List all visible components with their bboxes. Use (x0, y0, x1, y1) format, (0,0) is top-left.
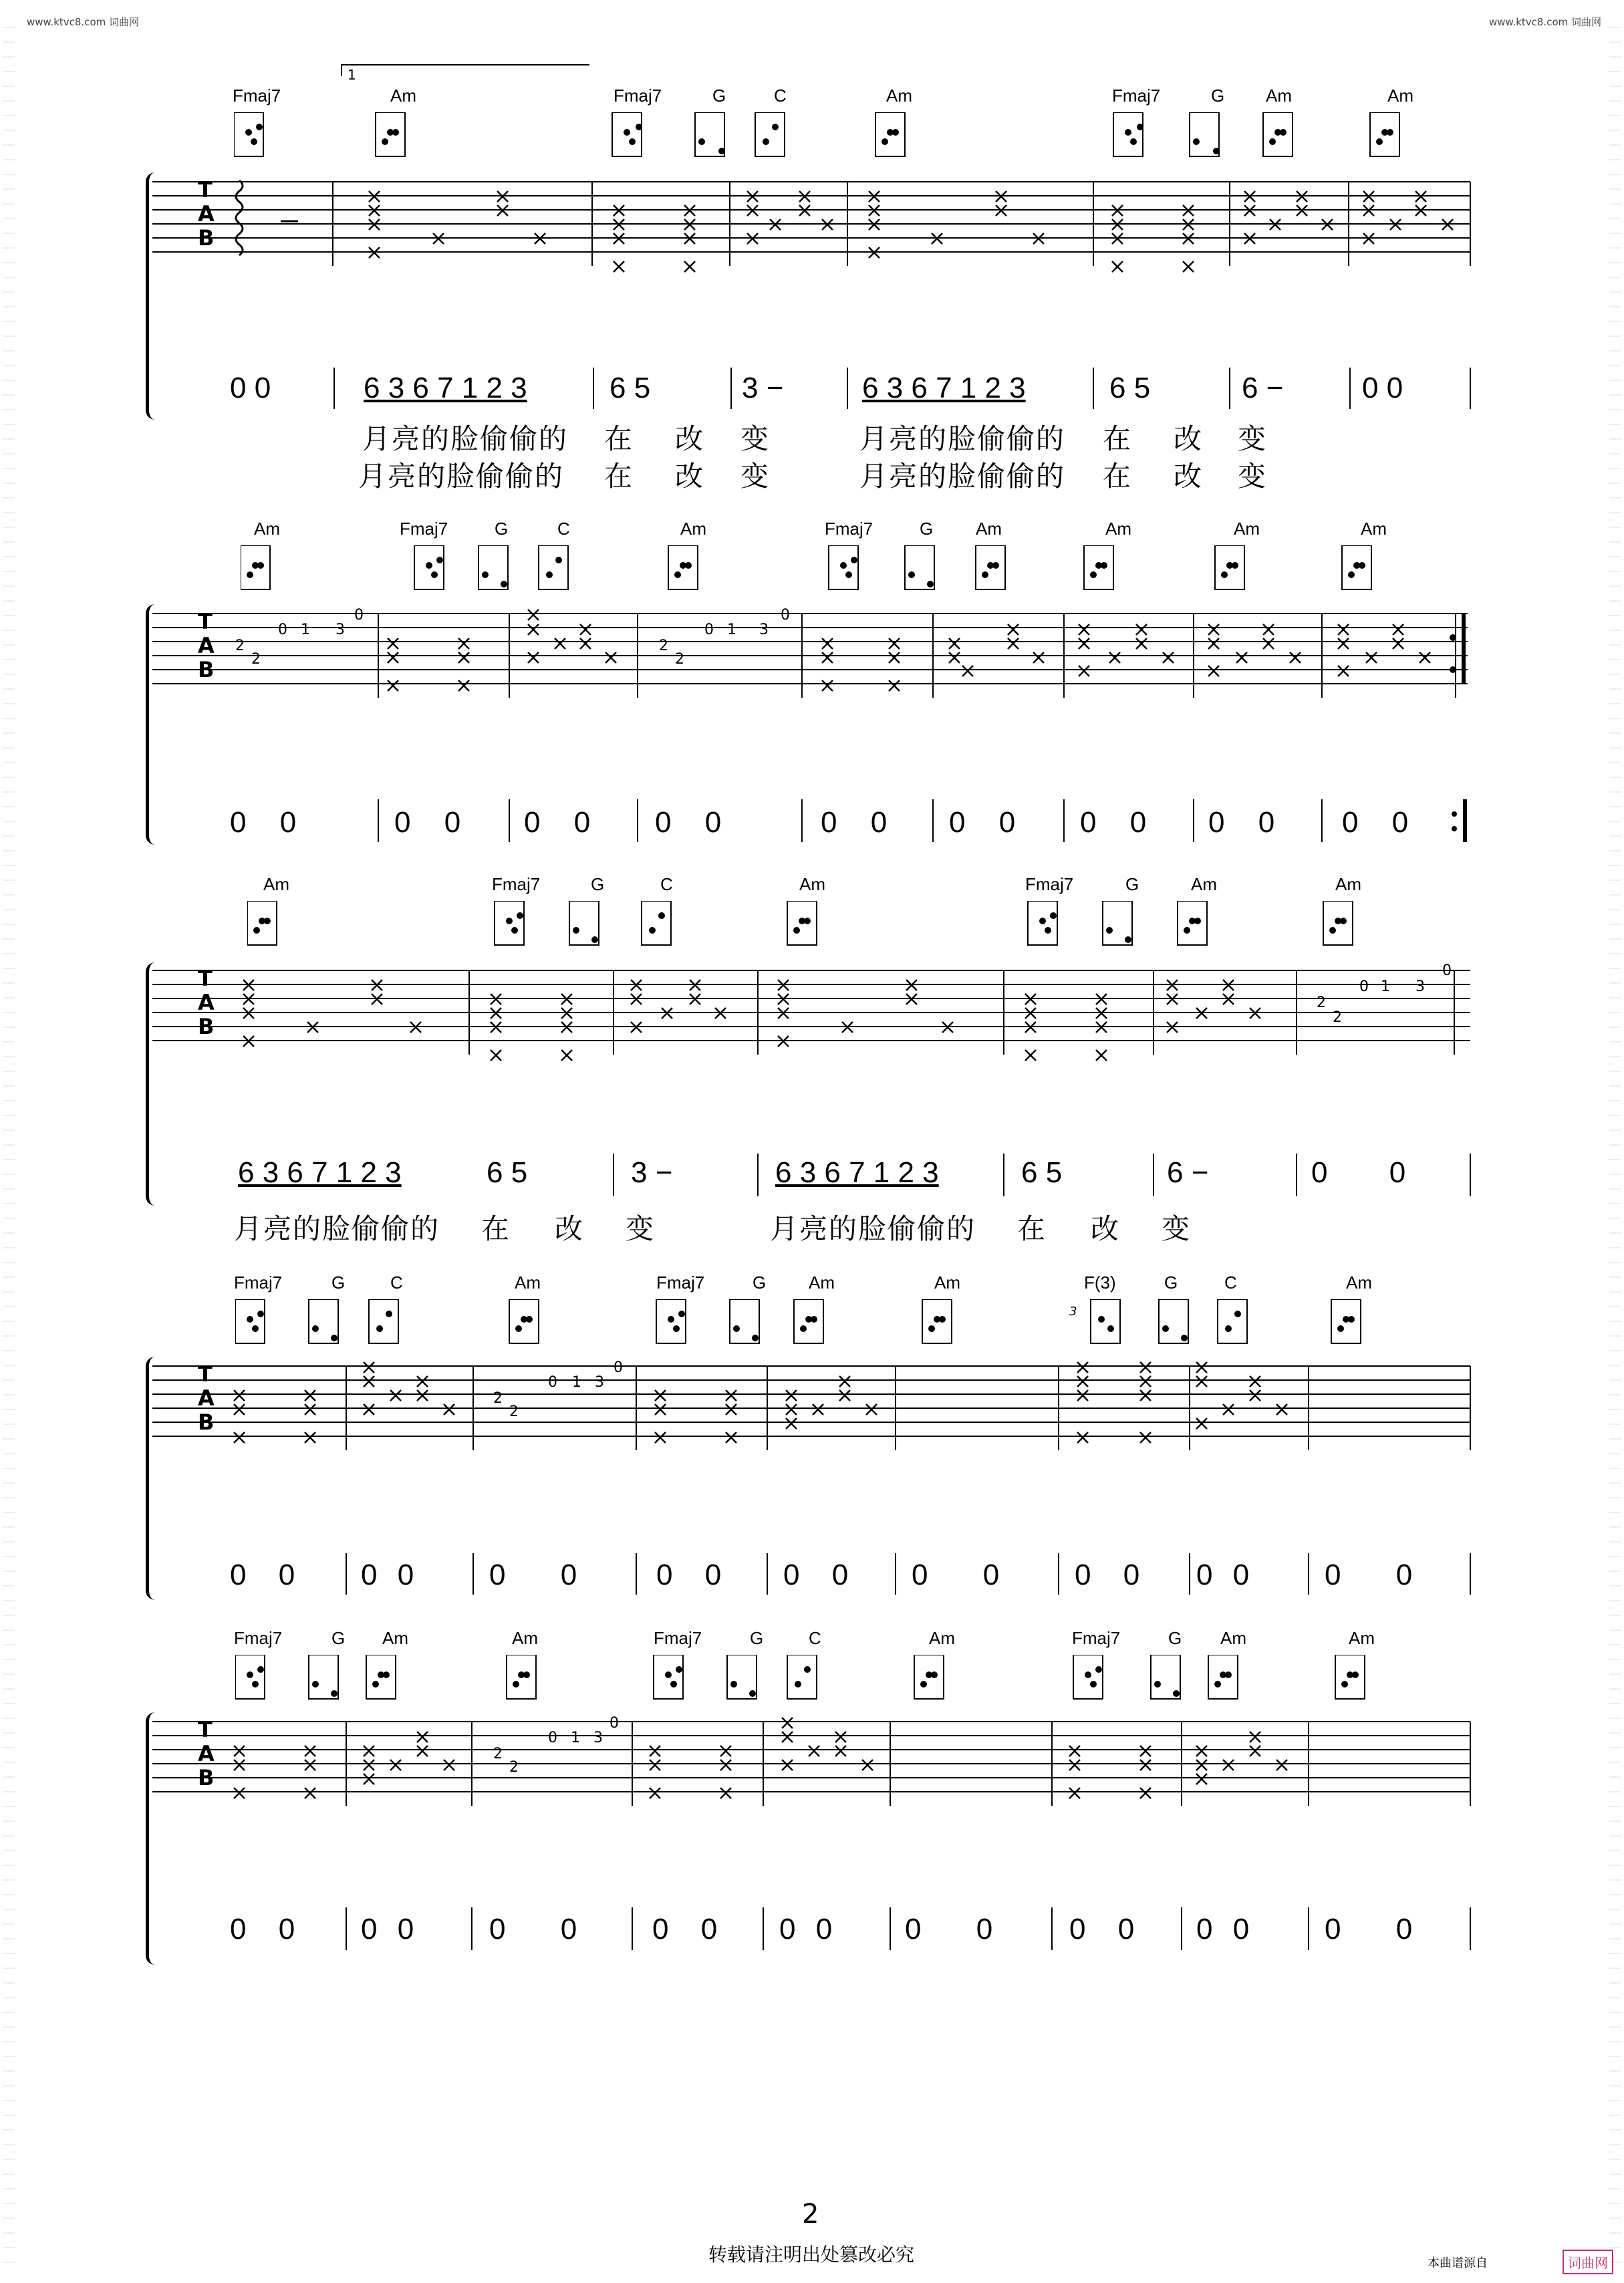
copyright-note: 转载请注明出处篡改必究 (708, 2244, 915, 2266)
chord-name: G (920, 519, 934, 539)
lyric: 变 (1238, 460, 1268, 493)
lyric: 月亮的脸偷偷的 (362, 422, 569, 455)
fret-number: 0 (704, 622, 714, 638)
fret-position-marker: 3 (1069, 1305, 1077, 1319)
jianpu-measure: 0 0 (230, 1913, 295, 1945)
fret-number: 3 (759, 622, 769, 638)
jianpu-measure: 0 0 (912, 1559, 1000, 1591)
chord-name: G (1164, 1272, 1178, 1293)
tab-clef-t: T (198, 177, 213, 203)
jianpu-measure: 0 0 (489, 1559, 577, 1591)
chord-name: Am (1346, 1272, 1372, 1293)
fret-number: 0 (610, 1715, 619, 1732)
fret-number: 0 (1359, 978, 1369, 995)
jianpu-measure: 0 0 (1342, 806, 1409, 839)
fret-number: 0 (548, 1374, 557, 1391)
jianpu-measure: 3 − (631, 1156, 673, 1189)
chord-name: G (1168, 1628, 1182, 1648)
site-logo[interactable]: 词曲网 (1563, 2250, 1613, 2274)
chord-name: Am (1105, 519, 1131, 539)
chord-name: G (750, 1628, 764, 1648)
jianpu-measure: 6 5 (1021, 1156, 1063, 1189)
jianpu-measure: 0 0 (905, 1913, 993, 1945)
fret-number: 3 (1415, 978, 1425, 995)
jianpu-measure: 0 0 (230, 372, 271, 404)
fret-number: 2 (493, 1390, 503, 1407)
chord-name: Am (1266, 86, 1292, 106)
fret-number: 2 (235, 638, 245, 654)
fret-number: 0 (278, 622, 287, 638)
fret-number: 1 (301, 622, 310, 638)
chord-name: Am (515, 1272, 541, 1293)
lyric: 改 (675, 460, 705, 493)
chord-name: Am (254, 519, 280, 539)
lyric: 在 (604, 422, 634, 455)
jianpu-measure: 0 0 (652, 1913, 718, 1945)
chord-name: C (390, 1272, 403, 1293)
chord-name: Fmaj7 (492, 874, 541, 894)
fret-number: 2 (251, 651, 261, 668)
lyric: 改 (675, 422, 705, 455)
jianpu-measure: 0 0 (489, 1913, 577, 1945)
chord-name: Am (382, 1628, 408, 1648)
lyric: 改 (555, 1212, 585, 1245)
jianpu-measure: 0 0 (779, 1913, 833, 1945)
fret-number: 0 (781, 607, 790, 624)
jianpu-measure: 0 0 (361, 1559, 414, 1591)
jianpu-measure: 6 − (1167, 1156, 1209, 1189)
lyric: 变 (1238, 422, 1268, 455)
fret-number: 0 (614, 1359, 623, 1376)
chord-name: F(3) (1084, 1272, 1116, 1293)
tab-clef-a: A (198, 1741, 215, 1766)
tab-clef-b: B (198, 657, 215, 682)
chord-name: Fmaj7 (825, 519, 873, 539)
lyric: 在 (481, 1212, 511, 1245)
tab-clef-t: T (198, 1361, 213, 1387)
chord-name: Am (976, 519, 1002, 539)
chord-name: Am (1191, 874, 1217, 894)
fret-number: 0 (548, 1730, 557, 1746)
chord-name: Am (809, 1272, 835, 1293)
jianpu-measure: 0 0 (1362, 372, 1403, 404)
chord-name: C (557, 519, 570, 539)
lyric: 在 (1103, 460, 1133, 493)
fret-number: 3 (593, 1730, 603, 1746)
fret-number: 1 (571, 1730, 580, 1746)
header-site-right: www.ktvc8.com 词曲网 (1489, 16, 1602, 28)
chord-name: Am (934, 1272, 960, 1293)
fret-number: 2 (675, 651, 684, 668)
chord-name: Fmaj7 (1072, 1628, 1121, 1648)
fret-number: 2 (509, 1403, 519, 1420)
fret-number: 2 (659, 638, 668, 654)
jianpu-measure: 0 0 (1080, 806, 1147, 839)
chord-name: Am (1234, 519, 1260, 539)
chord-name: Fmaj7 (1025, 874, 1074, 894)
header-site-left: www.ktvc8.com 词曲网 (27, 16, 140, 28)
chord-name: Fmaj7 (656, 1272, 705, 1293)
chord-name: G (495, 519, 509, 539)
fret-number: 1 (727, 622, 736, 638)
page-number: 2 (802, 2199, 819, 2230)
fret-number: 3 (595, 1374, 604, 1391)
chord-name: Fmaj7 (234, 1628, 283, 1648)
chord-name: Am (886, 86, 912, 106)
lyric: 变 (1162, 1212, 1192, 1245)
jianpu-measure: 0 0 (524, 806, 591, 839)
jianpu-measure: 0 0 (230, 806, 297, 839)
chord-name: Am (263, 874, 289, 894)
lyric: 变 (740, 460, 771, 493)
lyric: 月亮的脸偷偷的 (234, 1212, 440, 1245)
tab-clef-b: B (198, 1765, 215, 1790)
chord-name: Am (680, 519, 706, 539)
lyric: 在 (1103, 422, 1133, 455)
jianpu-measure: 6 3 6 7 1 2 3 (238, 1156, 402, 1189)
jianpu-measure: 0 0 (821, 806, 888, 839)
chord-name: G (1125, 874, 1139, 894)
jianpu-measure: 0 0 (1196, 1913, 1250, 1945)
jianpu-measure: 6 3 6 7 1 2 3 (364, 372, 527, 404)
volta-number: 1 (348, 67, 356, 83)
lyric: 在 (1017, 1212, 1047, 1245)
tab-clef-t: T (198, 966, 213, 991)
lyric: 变 (740, 422, 771, 455)
chord-name: Am (1335, 874, 1361, 894)
chord-name: Am (512, 1628, 538, 1648)
chord-name: Fmaj7 (233, 86, 281, 106)
chord-name: G (712, 86, 726, 106)
jianpu-measure: 0 0 (230, 1559, 295, 1591)
jianpu-measure: 6 3 6 7 1 2 3 (775, 1156, 939, 1189)
lyric: 改 (1091, 1212, 1121, 1245)
fret-number: 1 (1381, 978, 1390, 995)
jianpu-measure: 6 5 (487, 1156, 528, 1189)
chord-name: Fmaj7 (654, 1628, 702, 1648)
lyric: 变 (626, 1212, 656, 1245)
fret-number: 2 (1333, 1009, 1342, 1026)
chord-name: C (774, 86, 787, 106)
tab-clef-b: B (198, 1014, 215, 1039)
chord-name: G (331, 1628, 346, 1648)
jianpu-measure: 0 0 (361, 1913, 414, 1945)
jianpu-measure: 0 0 (1208, 806, 1275, 839)
jianpu-measure: 0 0 (394, 806, 461, 839)
lyric: 在 (604, 460, 634, 493)
chord-name: Am (1349, 1628, 1375, 1648)
jianpu-measure: 0 0 (1311, 1156, 1406, 1189)
chord-name: Am (929, 1628, 955, 1648)
lyric: 月亮的脸偷偷的 (859, 422, 1066, 455)
chord-name: Fmaj7 (400, 519, 448, 539)
chord-name: Am (799, 874, 825, 894)
lyric: 月亮的脸偷偷的 (770, 1212, 976, 1245)
tab-clef-b: B (198, 225, 215, 251)
lyric: 月亮的脸偷偷的 (859, 460, 1066, 493)
fret-number: 2 (493, 1746, 503, 1762)
tab-clef-a: A (198, 990, 215, 1015)
fret-number: 2 (1317, 994, 1326, 1011)
jianpu-measure: 0 0 (1325, 1913, 1413, 1945)
tab-clef-a: A (198, 633, 215, 658)
chord-name: G (1211, 86, 1225, 106)
tab-clef-a: A (198, 1385, 215, 1411)
chord-name: Fmaj7 (614, 86, 662, 106)
lyric: 改 (1174, 422, 1204, 455)
chord-name: C (1224, 1272, 1237, 1293)
chord-name: G (591, 874, 605, 894)
fret-number: 0 (1442, 962, 1452, 979)
tab-clef-t: T (198, 609, 213, 634)
jianpu-measure: 6 5 (1109, 372, 1151, 404)
tab-clef-t: T (198, 1717, 213, 1742)
fret-number: 2 (509, 1759, 519, 1776)
lyric: 改 (1174, 460, 1204, 493)
jianpu-measure: 0 0 (656, 1559, 722, 1591)
fret-number: 3 (335, 622, 345, 638)
lyric: 月亮的脸偷偷的 (358, 460, 565, 493)
jianpu-measure: 6 3 6 7 1 2 3 (862, 372, 1026, 404)
chord-name: C (660, 874, 673, 894)
jianpu-measure: 0 0 (1069, 1913, 1135, 1945)
chord-name: Am (390, 86, 416, 106)
fret-number: 1 (572, 1374, 581, 1391)
jianpu-measure: 6 5 (610, 372, 651, 404)
tab-clef-b: B (198, 1409, 215, 1435)
chord-name: Am (1361, 519, 1387, 539)
chord-name: G (331, 1272, 346, 1293)
jianpu-measure: 0 0 (1325, 1559, 1413, 1591)
jianpu-measure: 3 − (742, 372, 784, 404)
fret-number: 0 (354, 607, 364, 624)
jianpu-measure: 0 0 (949, 806, 1016, 839)
jianpu-measure: 0 0 (655, 806, 722, 839)
chord-name: Am (1387, 86, 1413, 106)
chord-name: Am (1220, 1628, 1246, 1648)
source-label: 本曲谱源自 (1428, 2256, 1488, 2270)
chord-name: Fmaj7 (1112, 86, 1161, 106)
chord-name: G (753, 1272, 767, 1293)
jianpu-measure: 0 0 (1196, 1559, 1250, 1591)
chord-name: C (809, 1628, 821, 1648)
jianpu-measure: 6 − (1242, 372, 1284, 404)
tab-clef-a: A (198, 201, 215, 227)
chord-name: Fmaj7 (234, 1272, 283, 1293)
jianpu-measure: 0 0 (1075, 1559, 1140, 1591)
jianpu-measure: 0 0 (783, 1559, 849, 1591)
